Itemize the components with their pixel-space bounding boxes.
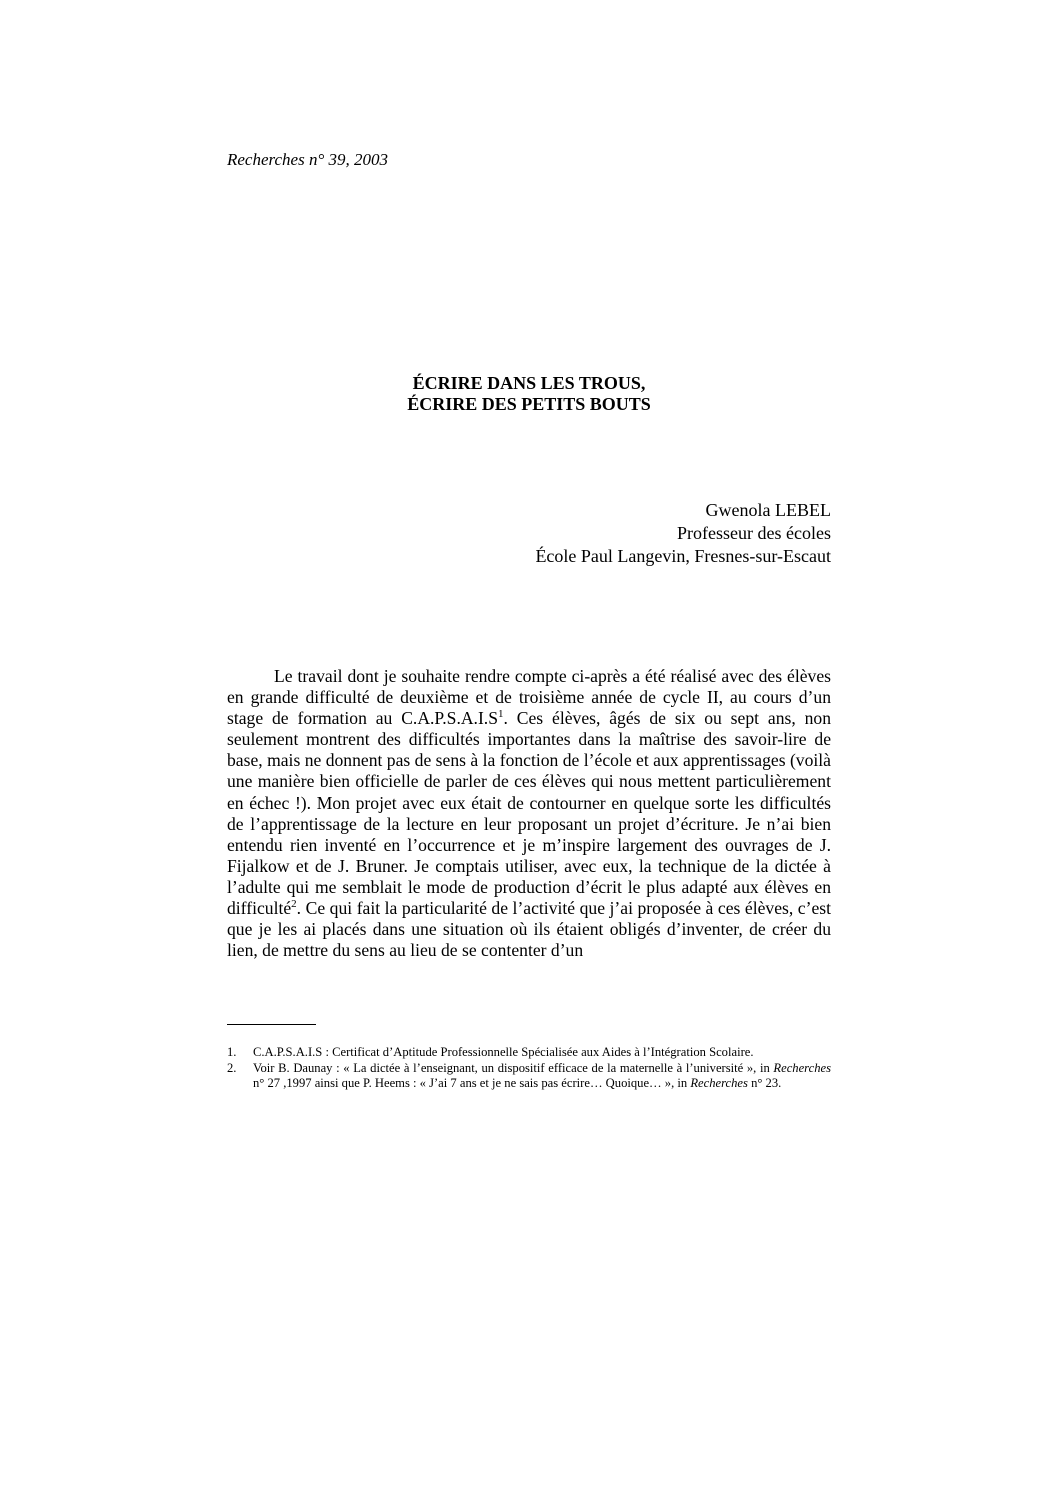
journal-reference: Recherches n° 39, 2003: [227, 150, 389, 169]
author-role: Professeur des écoles: [677, 523, 831, 543]
footnote-2: [227, 1061, 831, 1092]
body-paragraph: [227, 666, 831, 961]
author-block: [535, 499, 831, 568]
footnote-2-journal-b: Recherches: [690, 1076, 748, 1090]
footnote-2-text-a: Voir B. Daunay : « La dictée à l’enseignant, un dispositif efficace de la maternelle à l’université », in: [253, 1060, 774, 1075]
footnote-separator: [227, 1024, 316, 1025]
footnote-reference-1[interactable]: 1: [498, 708, 504, 721]
footnote-2-text-b: n° 27 ,1997 ainsi que P. Heems : « J’ai 7 ans et je ne sais pas écrire… Quoique… », in: [253, 1076, 691, 1090]
footnote-reference-2[interactable]: 2: [291, 898, 297, 911]
footnote-2-number: 2.: [227, 1060, 237, 1075]
title-line-1: ÉCRIRE DANS LES TROUS,: [412, 373, 646, 393]
title-line-2: ÉCRIRE DES PETITS BOUTS: [407, 394, 651, 414]
footnotes: [227, 1045, 831, 1092]
body-text-part-3: . Ce qui fait la particularité de l’activité que j’ai proposée à ces élèves, c’est que je les ai placés dans une situation où ils étaient obligés d’inventer, de créer du lien, de mettre du sens au lieu de se contenter d’un: [227, 898, 831, 961]
author-affiliation: École Paul Langevin, Fresnes-sur-Escaut: [535, 546, 831, 566]
article-title: [227, 373, 831, 415]
footnote-2-journal-a: Recherches: [773, 1060, 831, 1075]
footnote-2-text-c: n° 23.: [747, 1076, 782, 1090]
footnote-1-number: 1.: [227, 1045, 237, 1059]
author-name: Gwenola LEBEL: [705, 500, 831, 520]
body-text-part-2: . Ces élèves, âgés de six ou sept ans, non seulement montrent des difficultés importantes dans la maîtrise des savoir-lire de base, mais ne donnent pas de sens à la fonction de l’école et aux apprentissages (voilà une manière bien officielle de parler de ces élèves qui nous mettent particulièrement en échec !). Mon projet avec eux était de contourner en quelque sorte les difficultés de l’apprentissage de la lecture en leur proposant un projet d’écriture. Je n’ai bien entendu rien inventé en l’occurrence et je m’inspire largement des ouvrages de J. Fijalkow et de J. Bruner. Je comptais utiliser, avec eux, la technique de la dictée à l’adulte qui me semblait le mode de production d’écrit le plus adapté aux élèves en difficulté: [227, 708, 831, 919]
footnote-1: [227, 1045, 831, 1061]
body-text-part-1: Le travail dont je souhaite rendre compte ci-après a été réalisé avec des élèves en grande difficulté de deuxième et de troisième année de cycle II, au cours d’un stage de formation au C.A.P.S.A.I.S: [227, 666, 831, 729]
footnote-1-text: C.A.P.S.A.I.S : Certificat d’Aptitude Professionnelle Spécialisée aux Aides à l’Intégration Scolaire.: [253, 1045, 754, 1059]
